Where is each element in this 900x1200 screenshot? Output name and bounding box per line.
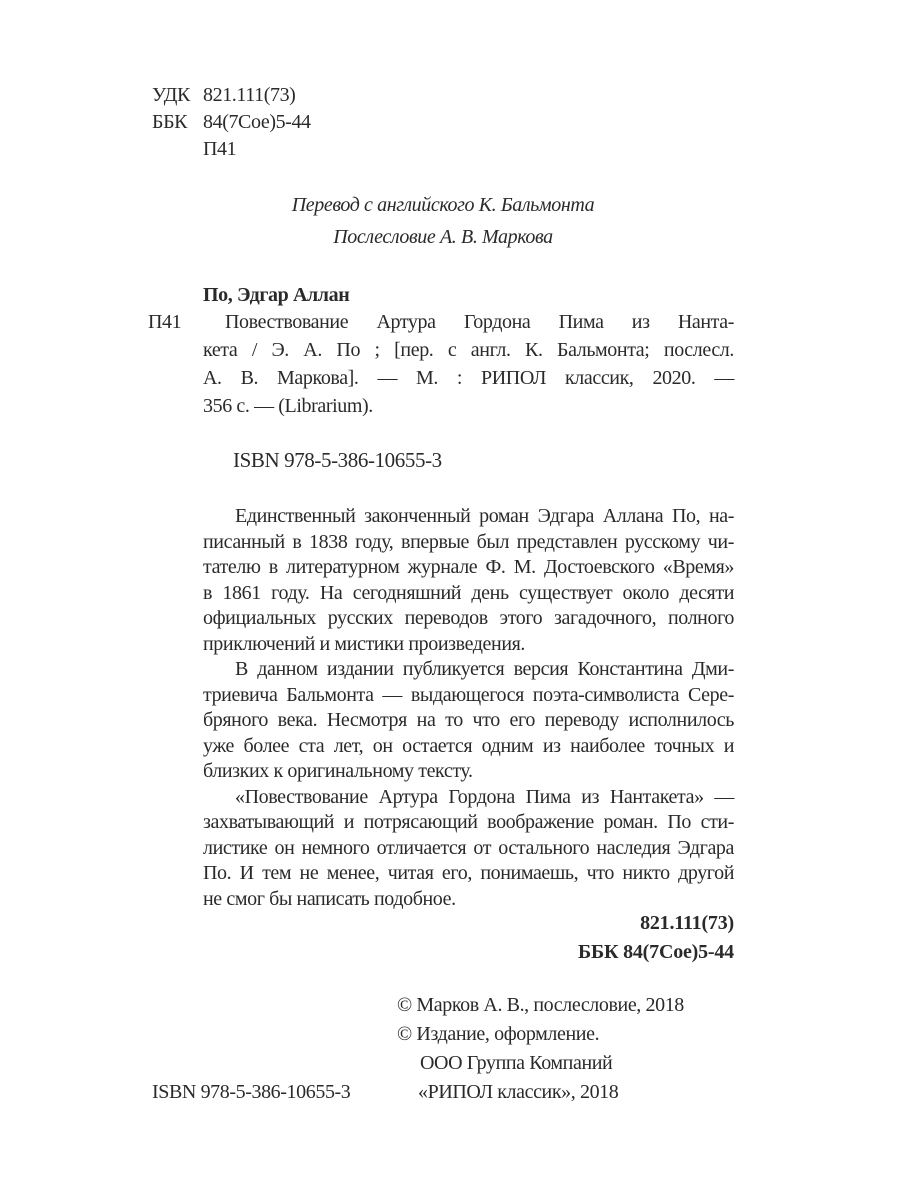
annotation-block — [203, 504, 734, 912]
copyright-afterword: © Марков А. В., послесловие, 2018 — [397, 994, 684, 1016]
annotation-line: листике он немного отличается от остального наследия Эдгара — [203, 836, 734, 859]
annotation-line: официальных русских переводов этого загадочного, полного — [203, 607, 734, 629]
annotation-line: триевича Бальмонта — выдающегося поэта-символиста Сере- — [203, 683, 734, 706]
annotation-line: бряного века. Несмотря на то что его переводу исполнилось — [203, 709, 734, 731]
isbn-number-bottom: ISBN 978-5-386-10655-3 — [152, 1081, 351, 1103]
annotation-line: Единственный законченный роман Эдгара Аллана По, на- — [235, 505, 734, 527]
catalog-line: кета / Э. А. По ; [пер. с англ. К. Бальмонта; послесл. — [203, 339, 734, 361]
annotation-line: тателю в литературном журнале Ф. М. Достоевского «Время» — [203, 556, 734, 578]
annotation-line: писанный в 1838 году, впервые был представлен русскому чи- — [203, 530, 734, 553]
annotation-line: захватывающий и потрясающий воображение роман. По сти- — [203, 811, 734, 833]
annotation-line: в 1861 году. На сегодняшний день существует около десяти — [203, 581, 734, 604]
annotation-line: не смог бы написать подобное. — [203, 887, 456, 910]
catalog-entry — [148, 308, 734, 420]
copyright-block — [397, 991, 684, 1107]
udk-value: 821.111(73) — [203, 84, 296, 106]
translation-credit: Перевод с английского К. Бальмонта — [291, 194, 595, 216]
annotation-line: близких к оригинальному тексту. — [203, 760, 473, 782]
afterword-credit: Послесловие А. В. Маркова — [333, 226, 553, 248]
author-code-row — [152, 136, 311, 163]
udk-label: УДК — [152, 84, 190, 106]
footer-udk-code: 821.111(73) — [640, 912, 734, 934]
catalogue-codes-block — [152, 82, 311, 163]
footer-bbk-code: ББК 84(7Сое)5-44 — [577, 941, 734, 963]
catalog-margin-code: П41 — [148, 311, 182, 333]
credits-block — [152, 189, 734, 253]
annotation-line: «Повествование Артура Гордона Пима из Нантакета» — — [235, 785, 734, 808]
annotation-line: В данном издании публикуется версия Константина Дми- — [235, 658, 734, 680]
catalog-line: Повествование Артура Гордона Пима из Нанта- — [225, 311, 734, 333]
annotation-line: По. И тем не менее, читая его, понимаешь, что никто другой — [203, 862, 734, 884]
author-code: П41 — [203, 138, 237, 160]
udk-row — [152, 82, 311, 109]
copyright-publisher: «РИПОЛ классик», 2018 — [418, 1081, 619, 1103]
bbk-value: 84(7Сое)5-44 — [203, 111, 311, 133]
author-code-spacer — [152, 136, 203, 163]
bbk-row — [152, 109, 311, 136]
footer-codes-block — [578, 909, 734, 967]
isbn-number: ISBN 978-5-386-10655-3 — [233, 448, 442, 472]
annotation-line: уже более ста лет, он остается одним из наиболее точных и — [203, 734, 734, 757]
copyright-edition: © Издание, оформление. — [397, 1023, 600, 1045]
author-heading: По, Эдгар Аллан — [203, 284, 350, 306]
bbk-label: ББК — [152, 111, 188, 133]
copyright-company: ООО Группа Компаний — [420, 1052, 613, 1074]
annotation-line: приключений и мистики произведения. — [203, 632, 526, 655]
catalog-line: 356 с. — (Librarium). — [203, 395, 373, 417]
catalog-line: А. В. Маркова]. — М. : РИПОЛ классик, 2020. — — [203, 367, 734, 389]
